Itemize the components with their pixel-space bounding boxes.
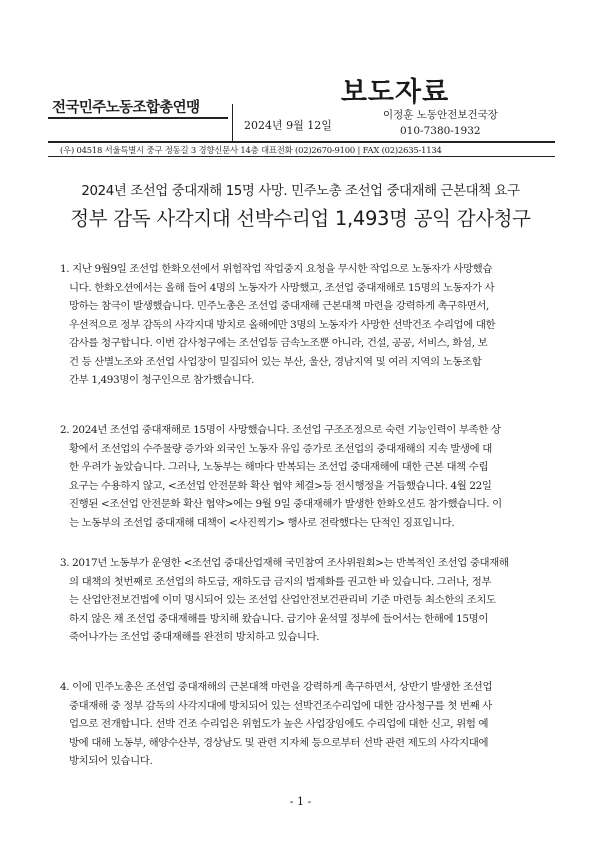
release-date: 2024년 9월 12일	[244, 119, 332, 132]
paragraph-line: 간부 1,493명이 청구인으로 참가했습니다.	[69, 374, 255, 386]
paragraph-line: 우선적으로 정부 감독의 사각지대 방치로 올해에만 3명의 노동자가 사망한 선박건조 수리업에 대한	[69, 318, 496, 331]
paragraph-line: 4. 이에 민주노총은 조선업 중대재해의 근본대책 마련을 강력하게 촉구하면서, 상반기 발생한 조선업	[60, 681, 493, 693]
contact-name: 이정훈 노동안전보건국장	[383, 109, 498, 121]
paragraph-4	[60, 678, 550, 771]
paragraph-line: 1. 지난 9월9일 조선업 한화오션에서 위험작업 작업중지 요청을 무시한 작업으로 노동자가 사망했습	[60, 263, 493, 275]
paragraph-line: 2. 2024년 조선업 중대재해로 15명이 사망했습니다. 조선업 구조조정으로 숙련 기능인력이 부족한 상	[60, 424, 501, 436]
headline: 정부 감독 사각지대 선박수리업 1,493명 공익 감사청구	[70, 207, 531, 230]
address-line: (우) 04518 서울특별시 중구 정동길 3 경향신문사 14층 대표전화 (02)2670-9100 | FAX (02)2635-1134	[60, 145, 442, 155]
paragraph-line: 건 등 산별노조와 조선업 사업장이 밀집되어 있는 부산, 울산, 경남지역 및 여러 지역의 노동조합	[69, 355, 482, 368]
page-number: - 1 -	[289, 795, 312, 808]
header-rule-left	[48, 117, 228, 119]
paragraph-line: 망하는 참극이 발생했습니다. 민주노총은 조선업 중대재해 근본대책 마련을 강력하게 촉구하면서,	[69, 300, 489, 312]
sub-headline: 2024년 조선업 중대재해 15명 사망. 민주노총 조선업 중대재해 근본대책 요구	[81, 184, 520, 199]
header-divider-vertical	[232, 104, 233, 141]
paragraph-line: 3. 2017년 노동부가 운영한 <조선업 중대산업재해 국민참여 조사위원회>는 반복적인 조선업 중대재해	[60, 557, 509, 569]
contact-phone: 010-7380-1932	[400, 125, 481, 137]
header-rule-top	[48, 141, 555, 143]
paragraph-line: 진행된 <조선업 안전문화 확산 협약>에는 9월 9일 중대재해가 발생한 한화오션도 참가했습니다. 이	[69, 498, 502, 510]
paragraph-line: 황에서 조선업의 수주물량 증가와 외국인 노동자 유입 증가로 조선업의 중대재해의 지속 발생에 대	[69, 442, 492, 455]
organization-name: 전국민주노동조합총연맹	[52, 100, 200, 116]
press-release-title: 보도자료	[340, 77, 450, 108]
paragraph-line: 중대재해 중 정부 감독의 사각지대에 방치되어 있는 선박건조수리업에 대한 감사청구를 첫 번째 사	[69, 699, 492, 712]
paragraph-line: 방에 대해 노동부, 해양수산부, 경상남도 및 관련 지자체 등으로부터 선박 관련 제도의 사각지대에	[69, 736, 489, 749]
header-rule-bottom	[48, 156, 555, 157]
paragraph-line: 요구는 수용하지 않고, <조선업 안전문화 확산 협약 체결>등 전시행정을 거듭했습니다. 4월 22일	[69, 479, 492, 492]
paragraph-line: 는 노동부의 조선업 중대재해 대책이 <사진찍기> 행사로 전락했다는 단적인 징표입니다.	[69, 516, 455, 529]
paragraph-line: 죽어나가는 조선업 중대재해를 완전히 방치하고 있습니다.	[69, 631, 320, 643]
paragraph-2	[60, 421, 550, 532]
paragraph-line: 의 대책의 첫번째로 조선업의 하도급, 재하도급 금지의 법제화를 권고한 바 있습니다. 그러나, 정부	[69, 575, 492, 588]
paragraph-line: 방치되어 있습니다.	[69, 755, 153, 767]
paragraph-1	[60, 260, 550, 390]
paragraph-line: 업으로 전개합니다. 선박 건조 수리업은 위험도가 높은 사업장임에도 수리업에 대한 신고, 위험 예	[69, 718, 489, 730]
paragraph-line: 는 산업안전보건법에 이미 명시되어 있는 조선업 산업안전보건관리비 기준 마련등 최소한의 조치도	[69, 594, 496, 606]
paragraph-3	[60, 554, 550, 647]
paragraph-line: 니다. 한화오션에서는 올해 들어 4명의 노동자가 사망했고, 조선업 중대재해로 15명의 노동자가 사	[69, 281, 495, 294]
paragraph-line: 한 우려가 높았습니다. 그러나, 노동부는 해마다 반복되는 조선업 중대재해에 대한 근본 대책 수립	[69, 461, 489, 473]
paragraph-line: 하지 않은 채 조선업 중대재해를 방치해 왔습니다. 급기야 윤석열 정부에 들어서는 한해에 15명이	[69, 612, 489, 625]
paragraph-line: 감사를 청구합니다. 이번 감사청구에는 조선업등 금속노조뿐 아니라, 건설, 공공, 서비스, 화섬, 보	[69, 337, 488, 349]
